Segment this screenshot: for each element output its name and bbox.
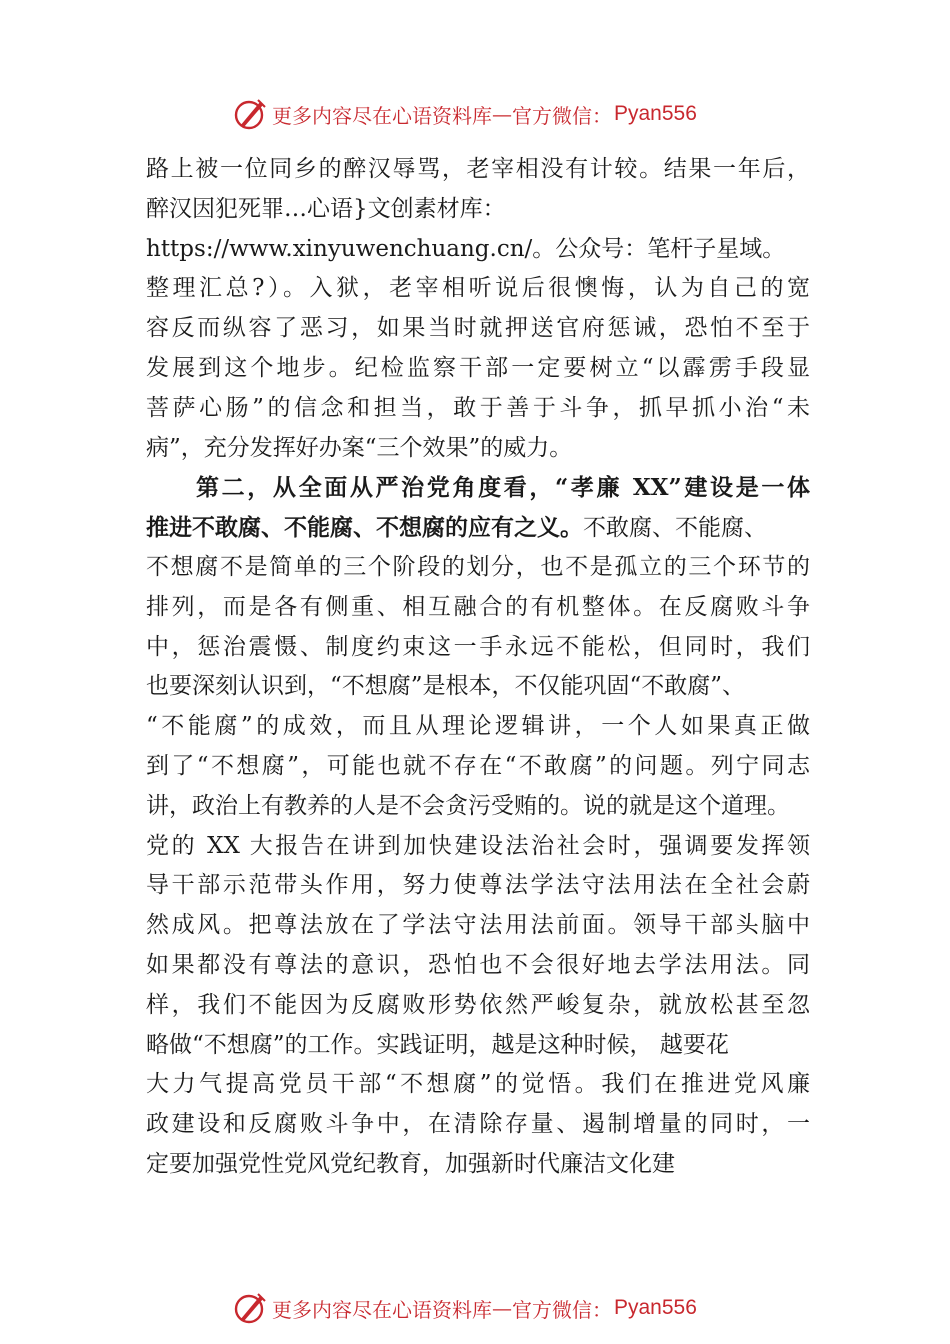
- banner-separator: —: [492, 102, 512, 126]
- banner-brand-text: 更多内容尽在心语资料库: [272, 103, 492, 128]
- text-line: 容反而纵容了恶习，如果当时就押送官府惩诫，恐怕不至于: [146, 315, 810, 342]
- banner-wechat-id: Pyan556: [614, 1296, 697, 1319]
- header-banner: [232, 94, 752, 134]
- text-line: “不能腐”的成效，而且从理论逻辑讲，一个人如果真正做: [146, 713, 810, 740]
- banner-separator: —: [492, 1296, 512, 1320]
- text-line: 定要加强党性党风党纪教育，加强新时代廉洁文化建: [146, 1150, 675, 1177]
- text-line: 大力气提高党员干部“不想腐”的觉悟。我们在推进党风廉: [146, 1071, 810, 1098]
- text-line: 如果都没有尊法的意识，恐怕也不会很好地去学法用法。同: [146, 951, 810, 978]
- bold-heading-line: [146, 468, 810, 508]
- banner-wechat-label: 官方微信：: [512, 1297, 612, 1322]
- section-heading: 第二，从全面从严治党角度看，“孝廉 XX”建设是一体: [196, 474, 810, 502]
- text-line: [146, 508, 846, 548]
- text-line: 略做“不想腐”的工作。实践证明，越是这种时候， 越要花: [146, 1031, 729, 1058]
- url-line: [146, 230, 846, 270]
- text-line: 讲，政治上有教养的人是不会贪污受贿的。说的就是这个道理。: [146, 792, 790, 819]
- quill-logo-icon: [232, 96, 268, 132]
- footer-banner: [232, 1288, 752, 1328]
- text-line: 菩萨心肠”的信念和担当，敢于善于斗争，抓早抓小治“未: [146, 394, 810, 421]
- text-line: 样，我们不能因为反腐败形势依然严峻复杂，就放松甚至忽: [146, 991, 810, 1018]
- text-line: 发展到这个地步。纪检监察干部一定要树立“以霹雳手段显: [146, 354, 810, 381]
- text-line: 政建设和反腐败斗争中，在清除存量、遏制增量的同时，一: [146, 1111, 810, 1138]
- text-line: 党的 XX 大报告在讲到加快建设法治社会时，强调要发挥领: [146, 832, 810, 859]
- url-line-suffix: 。公众号：笔杆子星域。: [532, 235, 786, 262]
- document-body: [146, 150, 846, 1185]
- section-heading-cont: 推进不敢腐、不能腐、不想腐的应有之义。: [146, 514, 583, 542]
- text-line: 也要深刻认识到，“不想腐”是根本，不仅能巩固“不敢腐”、: [146, 673, 746, 700]
- text-line-rest: 不敢腐、不能腐、: [583, 515, 767, 542]
- text-line: 病”，充分发挥好办案“三个效果”的威力。: [146, 434, 573, 461]
- text-line: 排列，而是各有侧重、相互融合的有机整体。在反腐败斗争: [146, 593, 810, 620]
- text-line: 中，惩治震慑、制度约束这一手永远不能松，但同时，我们: [146, 633, 810, 660]
- source-url-link[interactable]: https://www.xinyuwenchuang.cn/: [146, 235, 533, 262]
- banner-wechat-label: 官方微信：: [512, 103, 612, 128]
- text-line: 醉汉因犯死罪…心语}文创素材库：: [146, 195, 506, 222]
- text-line: 不想腐不是简单的三个阶段的划分，也不是孤立的三个环节的: [146, 553, 810, 580]
- quill-logo-icon: [232, 1290, 268, 1326]
- text-line: 到了“不想腐”，可能也就不存在“不敢腐”的问题。列宁同志: [146, 752, 810, 779]
- text-line: 路上被一位同乡的醉汉辱骂，老宰相没有计较。结果一年后，: [146, 156, 810, 182]
- banner-wechat-id: Pyan556: [614, 102, 697, 125]
- text-line: 导干部示范带头作用，努力使尊法学法守法用法在全社会蔚: [146, 872, 810, 899]
- text-line: 然成风。把尊法放在了学法守法用法前面。领导干部头脑中: [146, 912, 810, 939]
- text-line: 整理汇总?）。入狱，老宰相听说后很懊悔，认为自己的宽: [146, 275, 810, 302]
- banner-brand-text: 更多内容尽在心语资料库: [272, 1297, 492, 1322]
